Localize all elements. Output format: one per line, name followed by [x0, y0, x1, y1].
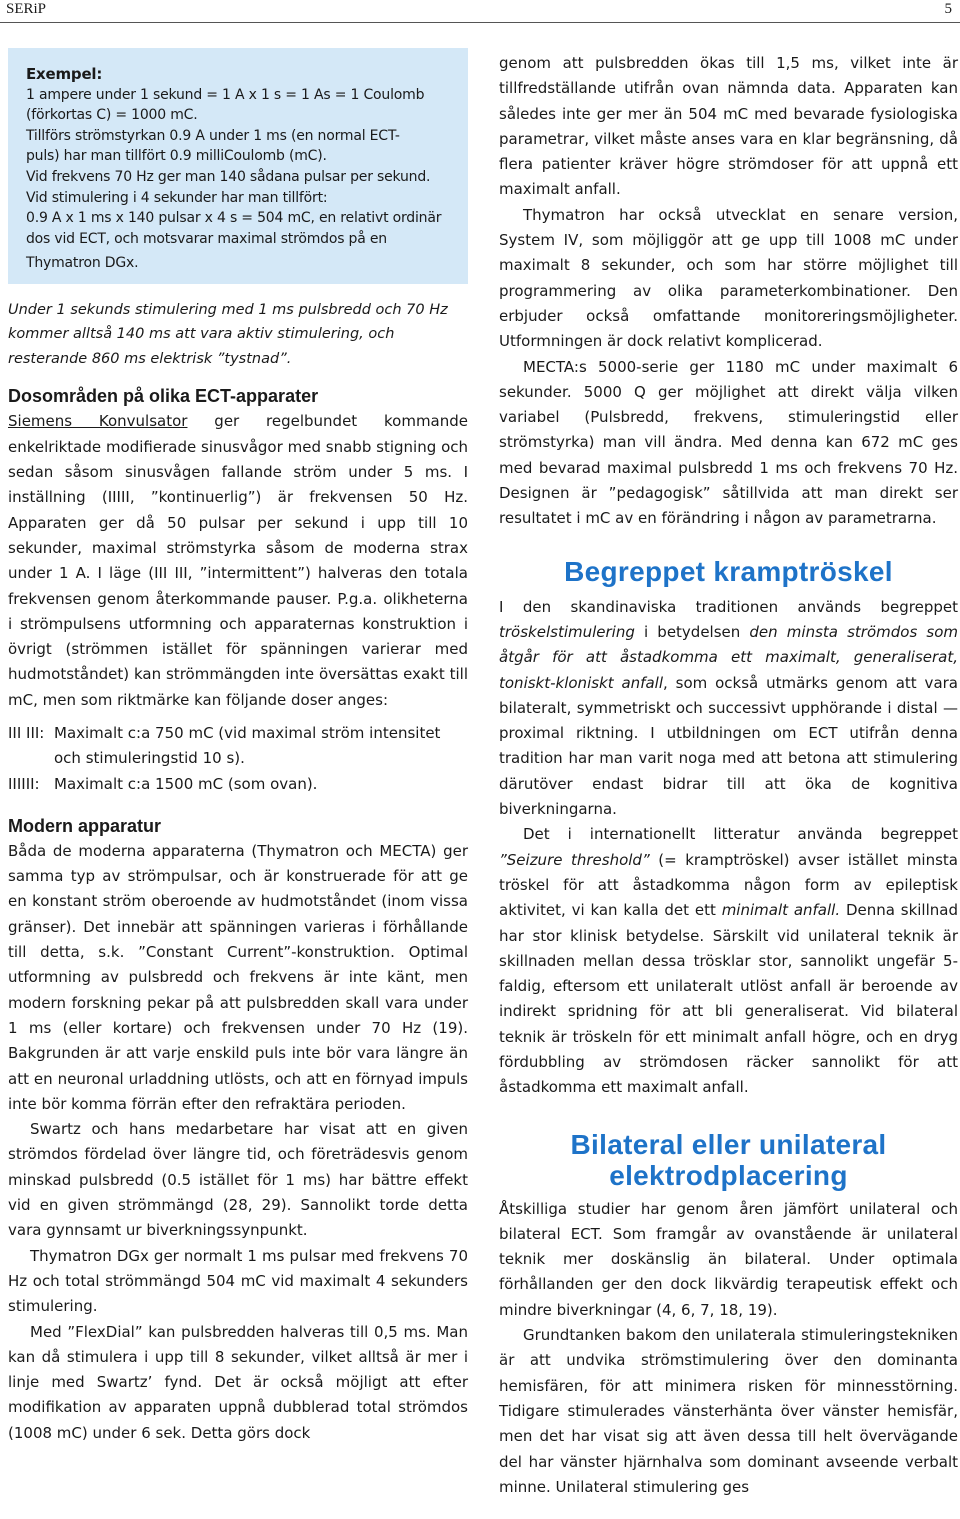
text-run: I den skandinaviska traditionen används begreppet: [499, 597, 958, 616]
example-line: (förkortas C) = 1000 mC.: [26, 107, 198, 124]
left-column: [8, 40, 468, 1446]
bilateral-heading: [499, 1129, 958, 1191]
page-number: 5: [944, 1, 952, 17]
dose-section-heading: Dosområden på olika ECT-apparater: [8, 386, 319, 407]
text-run: , som också utmärks genom att vara bilateralt, symmetriskt och successivt upphörande i distal — proximal riktning. I utbildningen om ECT utifrån denna tradition har man varit noga med att betona att stimulering därutöver endast bidrar till att öka de kognitiva biverkningarna.: [499, 673, 958, 819]
dose-spec-list: [8, 721, 468, 797]
heading-line: elektrodplacering: [609, 1159, 848, 1191]
spec-key: IIIIII:: [8, 774, 40, 793]
text-run: Denna skillnad har stor klinisk betydelse. Särskilt vid unilateral teknik är skillnaden mellan dessa trösklar stor, sannolikt ungefär 5-faldig, eftersom ett unilateralt utlöst anfall är beroende av indirekt spridning för att bli generaliserat. Vid bilateral teknik är tröskeln för ett minimalt anfall högre, och en dryg fördubbling av strömdosen räcker sannolikt för att åstadkomma ett maximalt anfall.: [499, 901, 958, 1097]
page-header: [0, 0, 960, 23]
spec-key: III III:: [8, 724, 45, 742]
example-line: Vid stimulering i 4 sekunder har man tillfört:: [26, 189, 328, 206]
dose-paragraph: [8, 409, 468, 713]
italic-term: minimalt anfall.: [721, 901, 841, 920]
example-line: dos vid ECT, och motsvarar maximal strömdos på en: [26, 230, 387, 247]
example-line: Vid frekvens 70 Hz ger man 140 sådana pulsar per sekund.: [26, 168, 431, 185]
right-column: [499, 51, 958, 1500]
text-run: (= kramptröskel) avser istället minsta tröskel för att åstadkomma någon form av epileptisk aktivitet, vi kan kalla det ett: [499, 850, 958, 920]
italic-note: Under 1 sekunds stimulering med 1 ms pulsbredd och 70 Hz kommer alltså 140 ms att vara aktiv stimulering, och resterande 860 ms elektrisk ”tystnad”.: [8, 301, 448, 367]
modern-section-heading: Modern apparatur: [8, 815, 162, 836]
dose-spec-row: [8, 772, 468, 797]
siemens-konvulsator-term: Siemens Konvulsator: [8, 412, 188, 431]
example-line: 0.9 A x 1 ms x 140 pulsar x 4 s = 504 mC, en relativt ordinär: [26, 210, 442, 227]
example-box: [8, 48, 468, 284]
modern-paragraph: Båda de moderna apparaterna (Thymatron och MECTA) ger samma typ av strömpulsar, och är konstruerade för att ge en konstant ström oberoende av hudmotståndet (inom vissa gränser). Det innebär att spänningen varieras i förhållande till detta, s.k. ”Constant Current”-konstruktion. Optimal utformning av pulsbredd och frekvens är inte känt, men modern forskning pekar på att pulsbredden skall vara under 1 ms (eller kortare) och frekvensen under 70 Hz (19). Bakgrunden är att varje enskild puls inte bör vara längre än att en neuronal urladdning utlösts, och att en förnyad impuls inte bör komma förrän efter den refraktära perioden.: [8, 841, 468, 1113]
dose-spec-row: [8, 721, 468, 772]
text-run: Det i internationellt litteratur använda begreppet: [523, 825, 958, 844]
example-line: Tillförs strömstyrkan 0.9 A under 1 ms (en normal ECT-: [26, 127, 400, 144]
bilateral-paragraph: Grundtanken bakom den unilaterala stimuleringstekniken är att undvika strömstimulering över den dominanta hemisfären, för att minimera risken för minnesstörning. Tidigare stimulerades vänsterhänta över vänster hemisfär, men det har visat sig att även dessa till helt övervägande del har vänster hjärnhalva som dominant avseende verbalt minne. Unilateral stimulering ges: [499, 1326, 958, 1496]
italic-term: tröskelstimulering: [499, 622, 635, 641]
journal-name: SERiP: [6, 1, 47, 17]
heading-line: Bilateral eller unilateral: [570, 1128, 887, 1160]
bilateral-paragraph: Åtskilliga studier har genom åren jämfört unilateral och bilateral ECT. Som framgår av ovanstående är unilateral teknik mer doskänslig än bilateral. Under optimala förhållanden ger den dock likvärdig terapeutisk effekt och mindre biverkningar (4, 6, 7, 18, 19).: [499, 1199, 958, 1319]
modern-paragraph: Med ”FlexDial” kan pulsbredden halveras till 0,5 ms. Man kan då stimulera i upp till 8 sekunder, vilket alltså är mer i linje med Swartz’ fynd. Det är också möjligt att efter modifikation av apparaten uppnå dubblerad total strömdos (1008 mC) under 6 sek. Detta görs dock: [8, 1322, 468, 1442]
example-line: puls) har man tillfört 0.9 milliCoulomb (mC).: [26, 148, 327, 165]
spec-value: Maximalt c:a 1500 mC (som ovan).: [54, 774, 318, 793]
threshold-paragraph: [499, 595, 958, 823]
spec-value: Maximalt c:a 750 mC (vid maximal ström intensitet och stimuleringstid 10 s).: [54, 724, 441, 768]
dose-paragraph-text: ger regelbundet kommande enkelriktade modifierade sinusvågor med snabb stigning och sedan såsom sinusvågen fallande ström under 5 ms. I inställning (IIIII, ”kontinuerlig”) är frekvensen 50 Hz. Apparaten ger då 50 pulsar per sekund i upp till 10 sekunder, maximal strömstyrka såsom de moderna strax under 1 A. I läge (III III, ”intermittent”) halveras den totala frekvensen genom återkommande pauser. P.g.a. olikheterna i strömpulsens utformning och apparaternas konstruktion i övrigt (strömmen istället för spänningen varierar med hudmotståndet) kan strömmängden inte översättas exakt till mC, men som riktmärke kan följande doser anges:: [8, 412, 469, 709]
example-line: 1 ampere under 1 sekund = 1 A x 1 s = 1 As = 1 Coulomb: [26, 86, 425, 103]
modern-paragraph: Thymatron DGx ger normalt 1 ms pulsar med frekvens 70 Hz och total strömmängd 504 mC vid maximalt 4 sekunders stimulering.: [8, 1246, 468, 1316]
threshold-paragraph: [499, 822, 958, 1100]
example-line: Thymatron DGx.: [26, 255, 139, 272]
example-title: Exempel:: [26, 65, 103, 83]
italic-term: den minsta strömdos som åtgår för att åstadkomma ett maximalt, generaliserat, toniskt-kloniskt anfall: [499, 622, 958, 692]
thymatron-paragraph: Thymatron har också utvecklat en senare version, System IV, som möjliggör att ge upp till 1008 mC under maximalt 8 sekunder, och som har större möjlighet till programmering av olika parameterkombinationer. Den erbjuder också omfattande monitoreringsmöjligheter. Utformningen är dock relativt komplicerad.: [499, 205, 958, 351]
italic-term: ”Seizure threshold”: [499, 850, 650, 869]
threshold-heading: Begreppet kramptröskel: [564, 555, 893, 587]
text-run: i betydelsen: [634, 622, 750, 641]
modern-paragraph: Swartz och hans medarbetare har visat att en given strömdos fördelad över längre tid, och företrädesvis genom minskad pulsbredd (0.5 istället för 1 ms) har bättre effekt vid en given strömmängd (28, 29). Sannolikt torde detta vara gynnsamt ur biverkningssynpunkt.: [8, 1120, 468, 1240]
mecta-paragraph: MECTA:s 5000-serie ger 1180 mC under maximalt 6 sekunder. 5000 Q ger möjlighet att direkt välja vilken variabel (Pulsbredd, frekvens, stimuleringstid eller strömstyrka) man vill ändra. Med denna kan 672 mC ges med bevarad maximal pulsbredd 1 ms och frekvens 70 Hz. Designen är ”pedagogisk” såtillvida att man direkt ser resultatet i mC av en förändring i någon av parametrarna.: [499, 357, 958, 528]
continued-paragraph: genom att pulsbredden ökas till 1,5 ms, vilket inte är tillfredställande utifrån ovan nämnda data. Apparaten kan således inte ger mer än 504 mC med bevarade fysiologiska parametrar, vilket måste anses vara en klar begränsning, då flera patienter kräver högre strömdoser för att uppnå ett maximalt anfall.: [499, 54, 958, 199]
